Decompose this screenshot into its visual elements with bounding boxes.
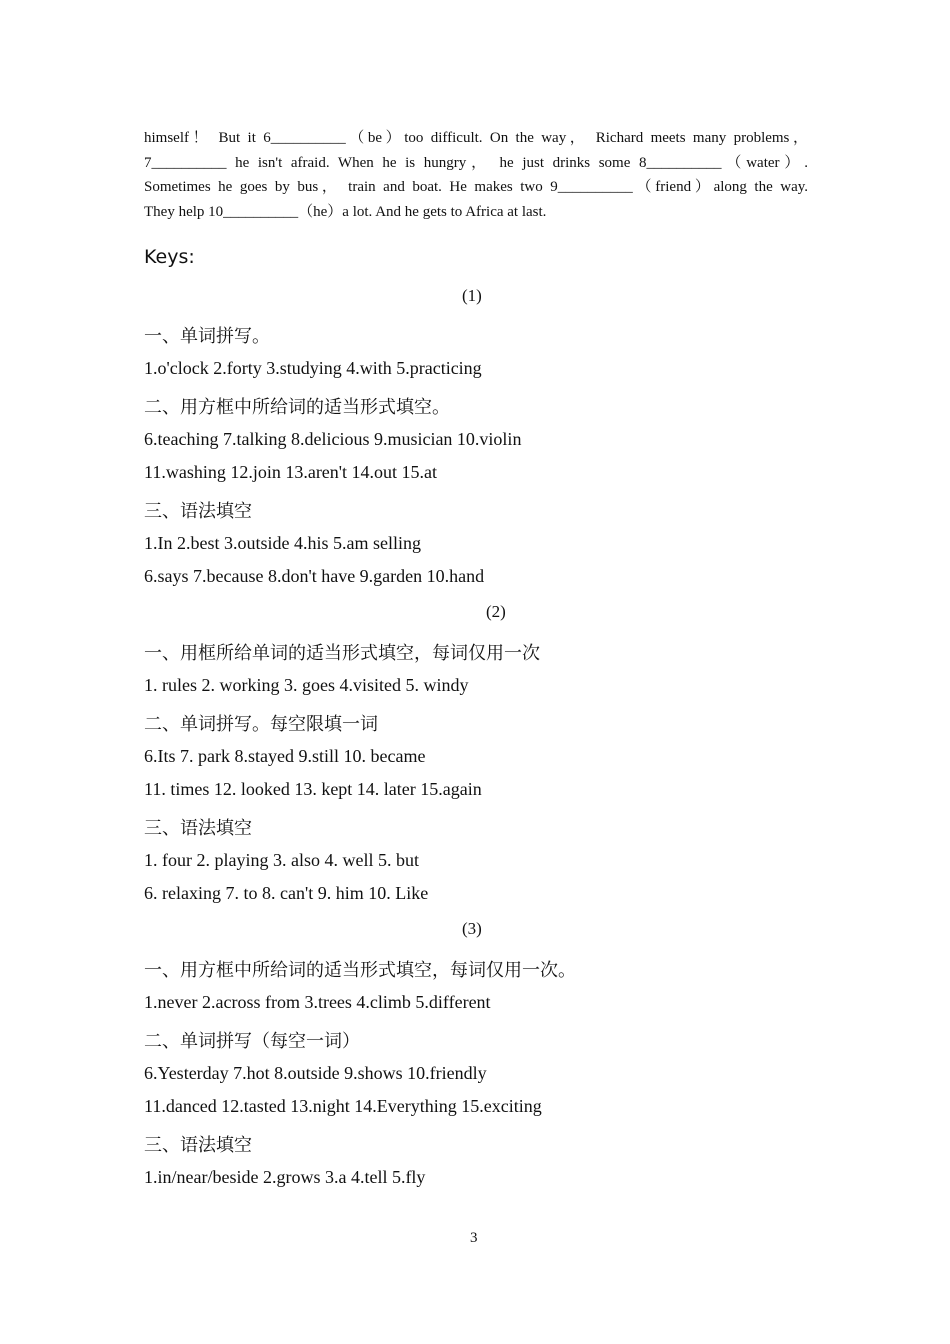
section-heading: 三、语法填空 [144, 818, 252, 839]
section-heading: 一、单词拼写。 [144, 326, 270, 347]
answer-line: 6.teaching 7.talking 8.delicious 9.musician 10.violin [144, 429, 522, 449]
answer-line: 1.In 2.best 3.outside 4.his 5.am selling [144, 533, 421, 553]
section-heading: 二、用方框中所给词的适当形式填空。 [144, 397, 450, 418]
answer-line: 6.Yesterday 7.hot 8.outside 9.shows 10.friendly [144, 1063, 487, 1083]
section-heading: 一、用框所给单词的适当形式填空，每词仅用一次 [144, 643, 540, 664]
passage-line: 7__________ he isn't afraid. When he is hungry， he just drinks some 8__________（water）. [144, 154, 808, 171]
keys-label: Keys: [144, 246, 195, 268]
answer-line: 11. times 12. looked 13. kept 14. later 15.again [144, 779, 482, 799]
answer-line: 1. rules 2. working 3. goes 4.visited 5. windy [144, 675, 469, 695]
answer-line: 6.says 7.because 8.don't have 9.garden 10.hand [144, 566, 485, 586]
answer-line: 11.washing 12.join 13.aren't 14.out 15.at [144, 462, 438, 482]
answer-line: 6. relaxing 7. to 8. can't 9. him 10. Like [144, 883, 429, 903]
passage-line: himself！ But it 6__________（be）too difficult. On the way， Richard meets many problems， [144, 130, 808, 146]
page-number: 3 [470, 1230, 478, 1246]
section-number: (2) [486, 602, 506, 621]
answer-line: 6.Its 7. park 8.stayed 9.still 10. became [144, 746, 426, 766]
section-heading: 二、单词拼写（每空一词） [144, 1031, 360, 1052]
section-number: (3) [462, 919, 482, 938]
section-heading: 三、语法填空 [144, 501, 252, 522]
section-number: (1) [462, 286, 482, 305]
answer-line: 1.in/near/beside 2.grows 3.a 4.tell 5.fly [144, 1167, 426, 1187]
passage-text [144, 126, 808, 224]
answer-line: 1. four 2. playing 3. also 4. well 5. but [144, 850, 419, 870]
section-heading: 三、语法填空 [144, 1135, 252, 1156]
section-heading: 一、用方框中所给词的适当形式填空，每词仅用一次。 [144, 960, 576, 981]
answer-line: 1.o'clock 2.forty 3.studying 4.with 5.practicing [144, 358, 482, 378]
answer-line: 1.never 2.across from 3.trees 4.climb 5.different [144, 992, 491, 1012]
section-heading: 二、单词拼写。每空限填一词 [144, 714, 378, 735]
passage-line: They help 10__________（he）a lot. And he gets to Africa at last. [144, 203, 547, 220]
answer-line: 11.danced 12.tasted 13.night 14.Everything 15.exciting [144, 1096, 542, 1116]
passage-line: Sometimes he goes by bus， train and boat. He makes two 9__________（friend）along the way. [144, 179, 808, 196]
